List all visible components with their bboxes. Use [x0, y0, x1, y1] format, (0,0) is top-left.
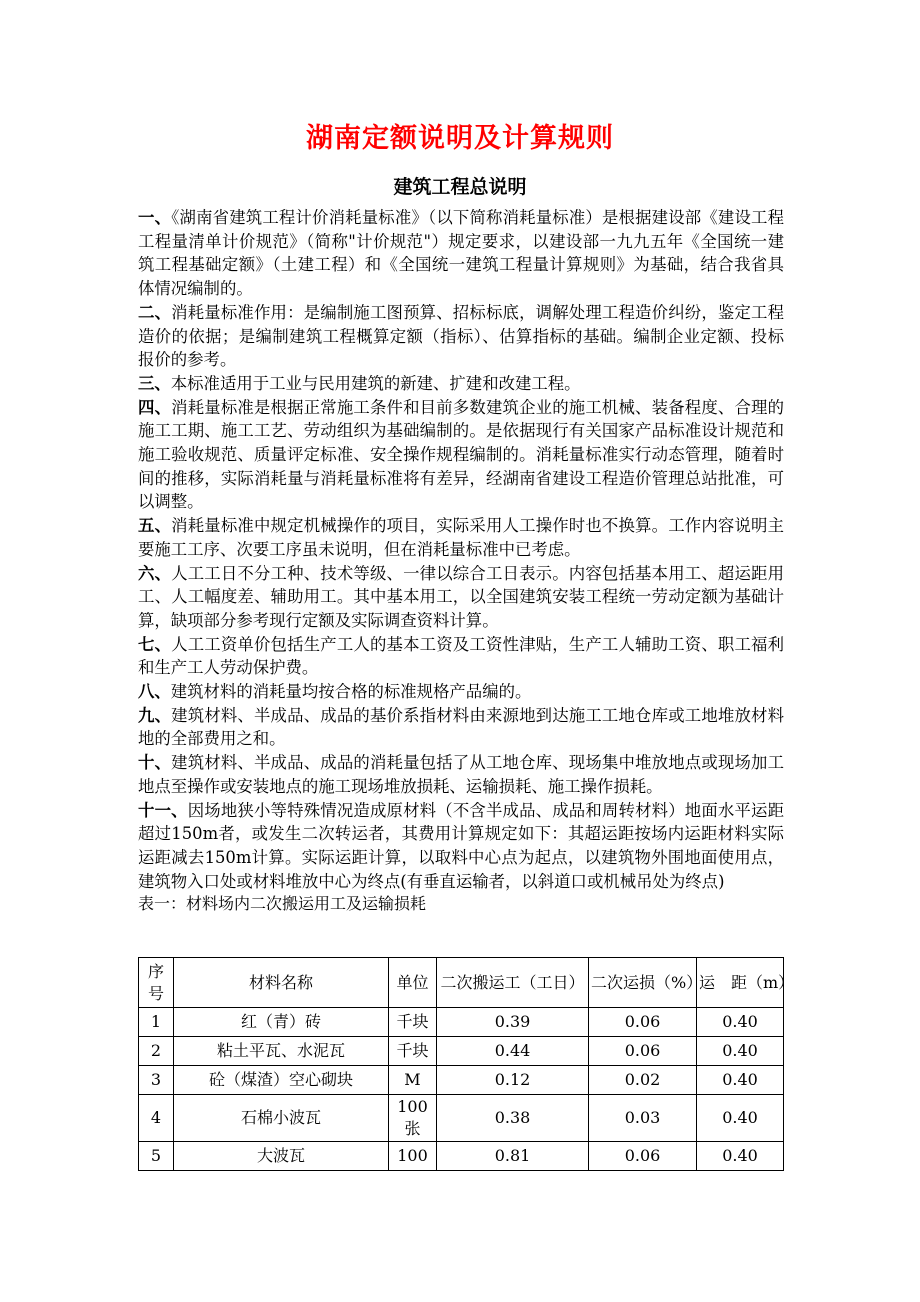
header-cell: 二次运损（%）	[589, 958, 697, 1008]
table-header-row	[139, 958, 784, 1008]
paragraph-text: 建筑材料、半成品、成品的消耗量包括了从工地仓库、现场集中堆放地点或现场加工地点至操作或安装地点的施工现场堆放损耗、运输损耗、施工操作损耗。	[138, 753, 785, 796]
table-cell: M	[389, 1066, 437, 1095]
paragraph-text: 《湖南省建筑工程计价消耗量标准》（以下简称消耗量标准）是根据建设部《建设工程工程量清单计价规范》（简称"计价规范"）规定要求，以建设部一九九五年《全国统一建筑工程基础定额》（土建工程）和《全国统一建筑工程量计算规则》为基础，结合我省具体情况编制的。	[138, 208, 785, 299]
table-cell: 0.03	[589, 1095, 697, 1142]
header-cell: 序号	[139, 958, 174, 1008]
paragraph-number: 六、	[138, 563, 172, 583]
table-cell: 0.06	[589, 1037, 697, 1066]
paragraph-text: 因场地狭小等特殊情况造成原材料（不含半成品、成品和周转材料）地面水平运距超过150m者，或发生二次转运者，其费用计算规定如下：其超运距按场内运距材料实际运距减去150m计算。实际运距计算，以取料中心点为起点，以建筑物外围地面使用点，建筑物入口处或材料堆放中心为终点(有垂直运输者，以斜道口或机械吊处为终点)	[138, 800, 785, 891]
paragraph-number: 四、	[138, 397, 172, 417]
table-cell: 0.40	[697, 1095, 784, 1142]
paragraph	[138, 301, 784, 372]
table-cell: 0.06	[589, 1142, 697, 1171]
table-cell: 0.39	[437, 1008, 589, 1037]
paragraph	[138, 680, 784, 704]
table-cell: 4	[139, 1095, 174, 1142]
table-cell: 100	[389, 1142, 437, 1171]
header-cell: 运 距（m）	[697, 958, 784, 1008]
paragraph-number: 八、	[138, 682, 171, 702]
table-row	[139, 1008, 784, 1037]
table-row	[139, 1095, 784, 1142]
table-cell: 石棉小波瓦	[174, 1095, 389, 1142]
paragraph-number: 九、	[138, 705, 172, 725]
paragraph-text: 人工工日不分工种、技术等级、一律以综合工日表示。内容包括基本用工、超运距用工、人工幅度差、辅助用工。其中基本用工，以全国建筑安装工程统一劳动定额为基础计算，缺项部分参考现行定额及实际调查资料计算。	[138, 563, 785, 630]
table-cell: 0.81	[437, 1142, 589, 1171]
table-cell: 大波瓦	[174, 1142, 389, 1171]
table-cell: 0.40	[697, 1008, 784, 1037]
paragraph	[138, 562, 784, 633]
header-cell: 单位	[389, 958, 437, 1008]
paragraph-number: 一、	[138, 208, 172, 227]
table-cell: 100张	[389, 1095, 437, 1142]
paragraph-number: 三、	[138, 373, 171, 393]
table-cell: 0.06	[589, 1008, 697, 1037]
paragraph-number: 十、	[138, 753, 172, 773]
header-cell: 材料名称	[174, 958, 389, 1008]
paragraph	[138, 514, 784, 561]
table-cell: 0.40	[697, 1037, 784, 1066]
paragraph	[138, 799, 784, 894]
section-subtitle: 建筑工程总说明	[393, 176, 527, 198]
table-cell: 3	[139, 1066, 174, 1095]
paragraph-text: 建筑材料的消耗量均按合格的标准规格产品编的。	[170, 682, 532, 702]
paragraph	[138, 206, 784, 301]
paragraph-text: 人工工资单价包括生产工人的基本工资及工资性津贴，生产工人辅助工资、职工福利和生产工人劳动保护费。	[138, 634, 785, 678]
paragraph	[138, 396, 784, 515]
header-cell: 二次搬运工（工日）	[437, 958, 589, 1008]
table-cell: 红（青）砖	[174, 1008, 389, 1037]
paragraph	[138, 633, 784, 680]
table-caption: 表一：材料场内二次搬运用工及运输损耗	[138, 894, 427, 914]
table-row	[139, 1066, 784, 1095]
paragraph-text: 本标准适用于工业与民用建筑的新建、扩建和改建工程。	[170, 373, 581, 393]
table-row	[139, 1037, 784, 1066]
table-cell: 0.40	[697, 1142, 784, 1171]
table-cell: 0.38	[437, 1095, 589, 1142]
table-row	[139, 1142, 784, 1171]
document-title: 湖南定额说明及计算规则	[306, 123, 614, 154]
paragraph-text: 建筑材料、半成品、成品的基价系指材料由来源地到达施工工地仓库或工地堆放材料地的全部费用之和。	[138, 705, 785, 749]
document-body	[138, 206, 784, 915]
paragraph-text: 消耗量标准作用：是编制施工图预算、招标标底，调解处理工程造价纠纷，鉴定工程造价的依据；是编制建筑工程概算定额（指标）、估算指标的基础。编制企业定额、投标报价的参考。	[138, 302, 785, 370]
paragraph	[138, 372, 784, 396]
table-cell: 千块	[389, 1008, 437, 1037]
table-cell: 0.44	[437, 1037, 589, 1066]
paragraph-text: 消耗量标准是根据正常施工条件和目前多数建筑企业的施工机械、装备程度、合理的施工工期、施工工艺、劳动组织为基础编制的。是依据现行有关国家产品标准设计规范和施工验收规范、质量评定标准、安全操作规程编制的。消耗量标准实行动态管理，随着时间的推移，实际消耗量与消耗量标准将有差异，经湖南省建设工程造价管理总站批准，可以调整。	[138, 397, 785, 512]
table-cell: 2	[139, 1037, 174, 1066]
table-cell: 0.12	[437, 1066, 589, 1095]
paragraph-text: 消耗量标准中规定机械操作的项目，实际采用人工操作时也不换算。工作内容说明主要施工工序、次要工序虽未说明，但在消耗量标准中已考虑。	[138, 516, 785, 559]
table-cell: 粘土平瓦、水泥瓦	[174, 1037, 389, 1066]
table-cell: 千块	[389, 1037, 437, 1066]
paragraph	[138, 751, 784, 798]
paragraph-number: 五、	[138, 516, 172, 536]
paragraph	[138, 704, 784, 751]
paragraph-number: 七、	[138, 634, 172, 654]
table-cell: 0.40	[697, 1066, 784, 1095]
materials-table	[138, 957, 795, 1171]
table-cell: 5	[139, 1142, 174, 1171]
table-cell: 1	[139, 1008, 174, 1037]
paragraph-number: 二、	[138, 302, 172, 322]
paragraph-number: 十一、	[138, 800, 188, 820]
table-cell: 0.02	[589, 1066, 697, 1095]
table-cell: 砼（煤渣）空心砌块	[174, 1066, 389, 1095]
